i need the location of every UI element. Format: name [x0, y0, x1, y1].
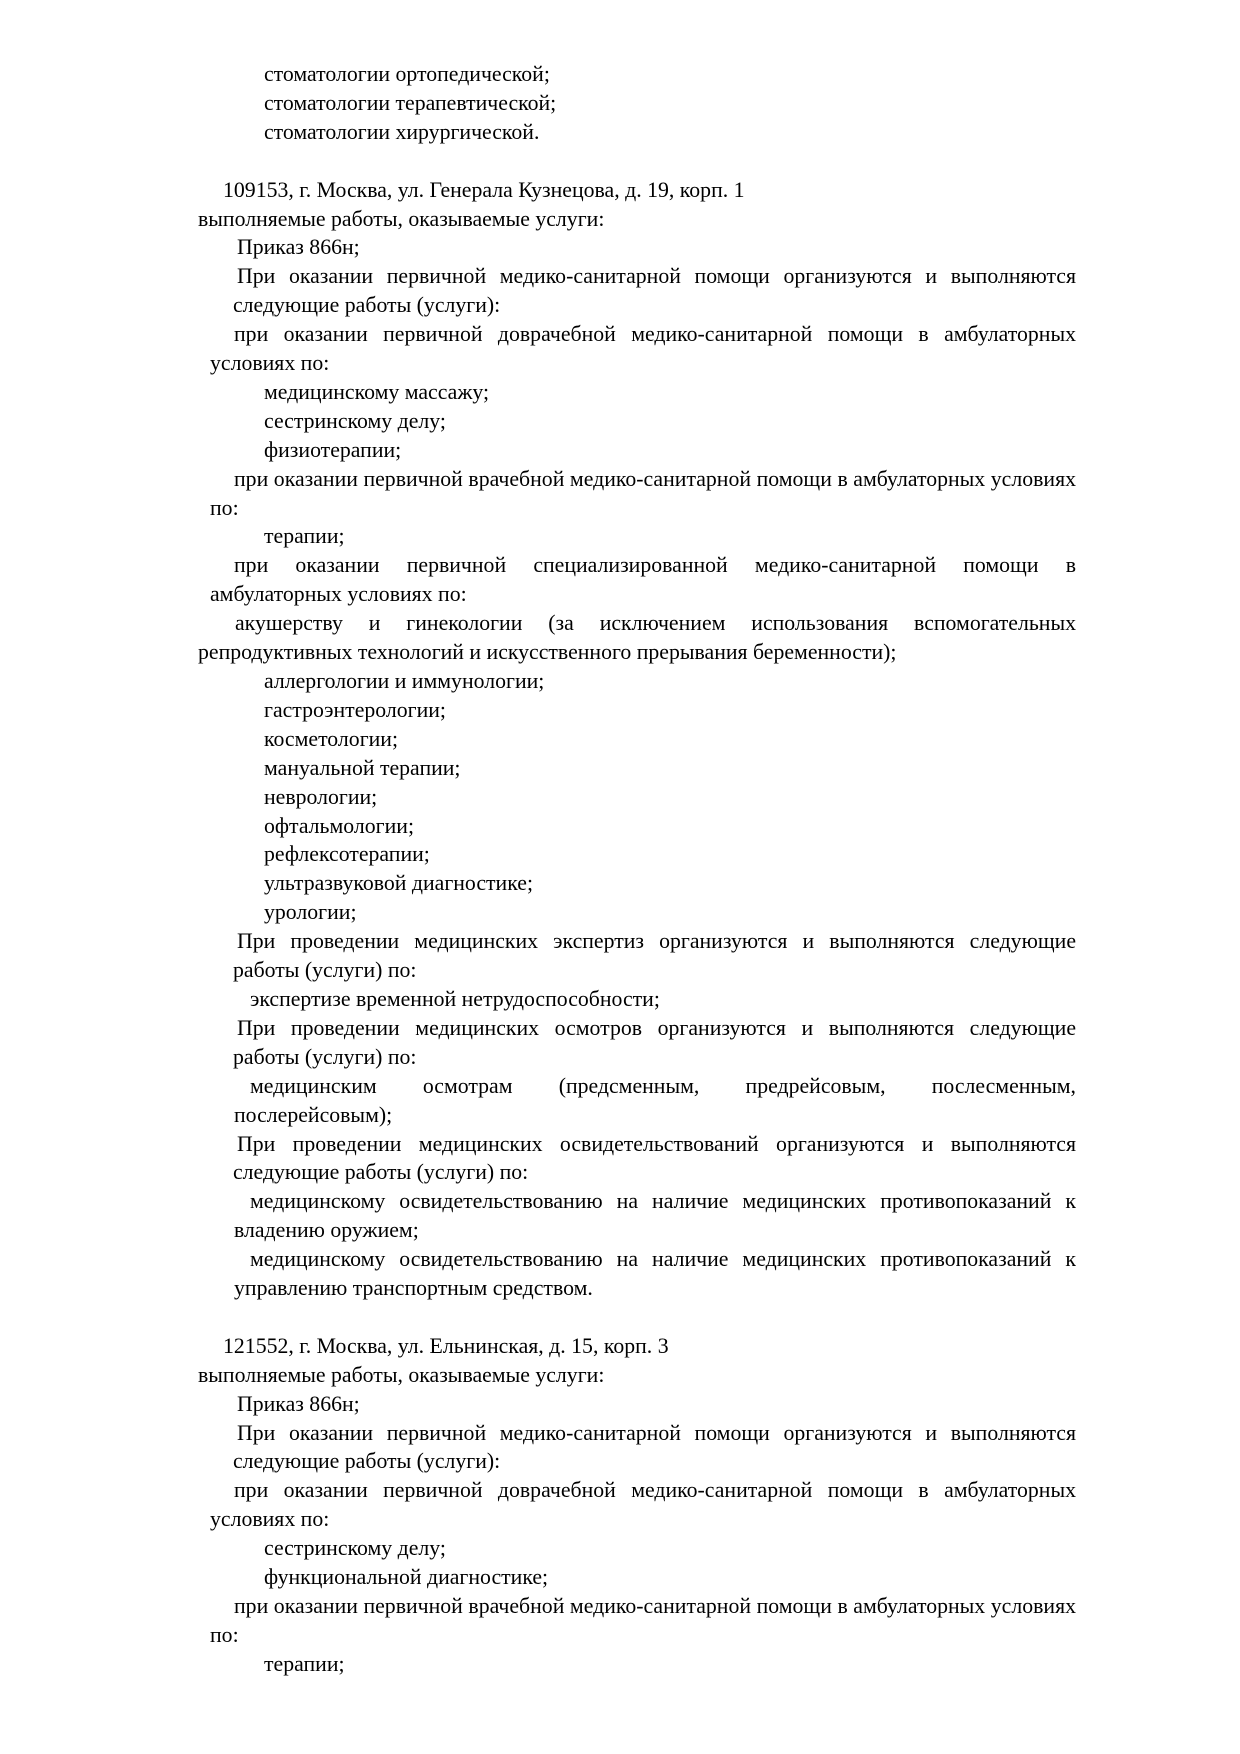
section-address: 109153, г. Москва, ул. Генерала Кузнецова, д. 19, корп. 1 — [223, 177, 745, 202]
paragraph-service-item: ультразвуковой диагностике; — [264, 871, 534, 896]
paragraph-activity-block: При оказании первичной медико-санитарной помощи организуются и выполняются следующие работы (услуги): — [233, 264, 1076, 318]
paragraph-service-item: сестринскому делу; — [264, 408, 446, 433]
section-works-label: выполняемые работы, оказываемые услуги: — [198, 1362, 605, 1387]
paragraph-activity-block: При проведении медицинских экспертиз организуются и выполняются следующие работы (услуги) по: — [233, 929, 1076, 983]
document-page — [198, 60, 1076, 1679]
section-works-label: выполняемые работы, оказываемые услуги: — [198, 206, 605, 231]
paragraph-service-item: физиотерапии; — [264, 437, 402, 462]
paragraph-service-wide: акушерству и гинекологии (за исключением использования вспомогательных репродуктивных технологий и искусственного прерывания беременности); — [198, 611, 1076, 665]
paragraph-service-mid: медицинским осмотрам (предсменным, предрейсовым, послесменным, послерейсовым); — [234, 1073, 1076, 1127]
paragraph-service-mid: медицинскому освидетельствованию на наличие медицинских противопоказаний к управлению транспортным средством. — [234, 1247, 1076, 1301]
paragraph-sub-block: при оказании первичной доврачебной медико-санитарной помощи в амбулаторных условиях по: — [210, 322, 1076, 376]
paragraph-service-mid: медицинскому освидетельствованию на наличие медицинских противопоказаний к владению оружием; — [234, 1189, 1076, 1243]
license-section — [198, 176, 1076, 1303]
paragraph-activity-block: При проведении медицинских осмотров организуются и выполняются следующие работы (услуги) по: — [233, 1015, 1076, 1069]
paragraph-order-ref: Приказ 866н; — [237, 1391, 360, 1416]
paragraph-service-item: сестринскому делу; — [264, 1536, 446, 1561]
paragraph-sub-block: при оказании первичной врачебной медико-санитарной помощи в амбулаторных условиях по: — [210, 1594, 1076, 1647]
paragraph-service-item: гастроэнтерологии; — [264, 697, 446, 722]
paragraph-service-item: мануальной терапии; — [264, 755, 461, 780]
paragraph-service-item: косметологии; — [264, 726, 399, 751]
service-item-line: стоматологии ортопедической; — [264, 62, 550, 86]
paragraph-service-item: терапии; — [264, 524, 345, 549]
paragraph-sub-block: при оказании первичной специализированной медико-санитарной помощи в амбулаторных условиях по: — [210, 553, 1076, 607]
paragraph-service-item: урологии; — [264, 900, 357, 925]
intro-service-list — [198, 60, 1076, 147]
paragraph-service-item: рефлексотерапии; — [264, 842, 430, 867]
paragraph-activity-block: При оказании первичной медико-санитарной помощи организуются и выполняются следующие работы (услуги): — [233, 1420, 1076, 1474]
paragraph-sub-block: при оказании первичной доврачебной медико-санитарной помощи в амбулаторных условиях по: — [210, 1478, 1076, 1532]
paragraph-service-item: аллергологии и иммунологии; — [264, 669, 545, 694]
paragraph-order-ref: Приказ 866н; — [237, 235, 360, 260]
paragraph-service-item: неврологии; — [264, 784, 378, 809]
section-address: 121552, г. Москва, ул. Ельнинская, д. 15, корп. 3 — [223, 1333, 669, 1358]
paragraph-activity-block: При проведении медицинских освидетельствований организуются и выполняются следующие работы (услуги) по: — [233, 1131, 1076, 1185]
paragraph-service-item: терапии; — [264, 1651, 345, 1676]
service-item-line: стоматологии хирургической. — [264, 119, 540, 144]
service-item-line: стоматологии терапевтической; — [264, 90, 557, 115]
paragraph-service-item: функциональной диагностике; — [264, 1565, 549, 1590]
paragraph-service-item: медицинскому массажу; — [264, 379, 490, 404]
paragraph-service-mid: экспертизе временной нетрудоспособности; — [250, 986, 660, 1011]
paragraph-sub-block: при оказании первичной врачебной медико-санитарной помощи в амбулаторных условиях по: — [210, 466, 1076, 520]
paragraph-service-item: офтальмологии; — [264, 813, 415, 838]
license-section — [198, 1332, 1076, 1679]
